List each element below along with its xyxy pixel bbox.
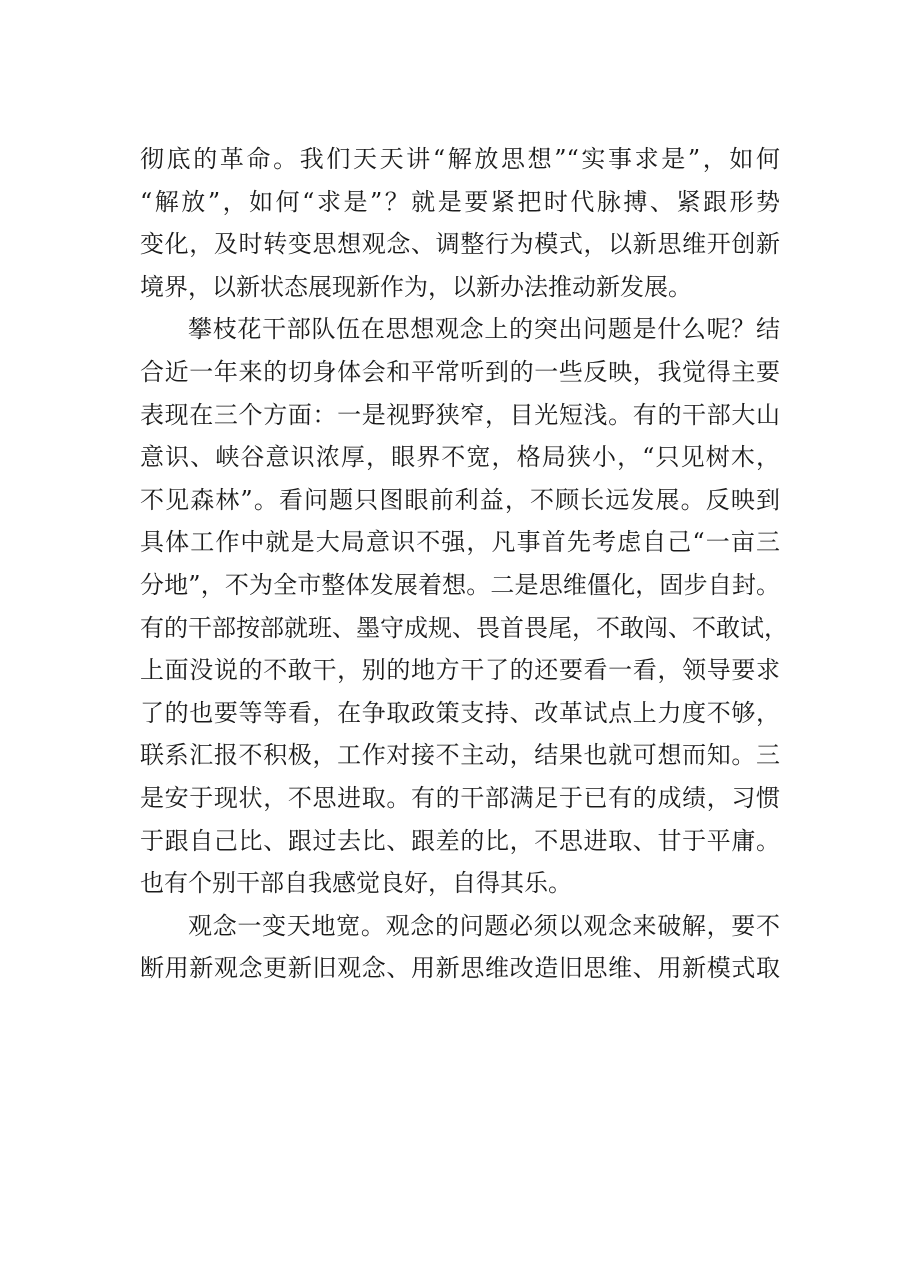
body-text	[140, 138, 788, 990]
text-line: 联系汇报不积极，工作对接不主动，结果也就可想而知。三	[140, 741, 780, 770]
paragraph-first-line: 攀枝花干部队伍在思想观念上的突出问题是什么呢？结	[188, 315, 780, 344]
text-line: 意识、峡谷意识浓厚，眼界不宽，格局狭小，“只见树木，	[140, 443, 780, 472]
text-line: 不见森林”。看问题只图眼前利益，不顾长远发展。反映到	[140, 485, 780, 514]
text-line: 上面没说的不敢干，别的地方干了的还要看一看，领导要求	[140, 656, 780, 685]
text-line: 分地”，不为全市整体发展着想。二是思维僵化，固步自封。	[140, 570, 780, 599]
text-line: 具体工作中就是大局意识不强，凡事首先考虑自己“一亩三	[140, 528, 780, 557]
text-line: 了的也要等等看，在争取政策支持、改革试点上力度不够，	[140, 698, 780, 727]
text-line: 境界，以新状态展现新作为，以新办法推动新发展。	[140, 272, 692, 301]
text-line: 变化，及时转变思想观念、调整行为模式，以新思维开创新	[140, 230, 780, 259]
text-line: 有的干部按部就班、墨守成规、畏首畏尾，不敢闯、不敢试，	[140, 613, 788, 642]
paragraph-first-line: 观念一变天地宽。观念的问题必须以观念来破解，要不	[188, 911, 780, 940]
text-line: 是安于现状，不思进取。有的干部满足于已有的成绩，习惯	[140, 783, 780, 812]
text-line: 表现在三个方面：一是视野狭窄，目光短浅。有的干部大山	[140, 400, 780, 429]
text-line: 合近一年来的切身体会和平常听到的一些反映，我觉得主要	[140, 357, 780, 386]
text-line: 断用新观念更新旧观念、用新思维改造旧思维、用新模式取	[140, 954, 780, 983]
text-line: 于跟自己比、跟过去比、跟差的比，不思进取、甘于平庸。	[140, 826, 780, 855]
text-line: “解放”，如何“求是”？就是要紧把时代脉搏、紧跟形势	[140, 187, 780, 216]
text-line: 也有个别干部自我感觉良好，自得其乐。	[140, 869, 572, 898]
text-line: 彻底的革命。我们天天讲“解放思想”“实事求是”，如何	[140, 145, 780, 173]
